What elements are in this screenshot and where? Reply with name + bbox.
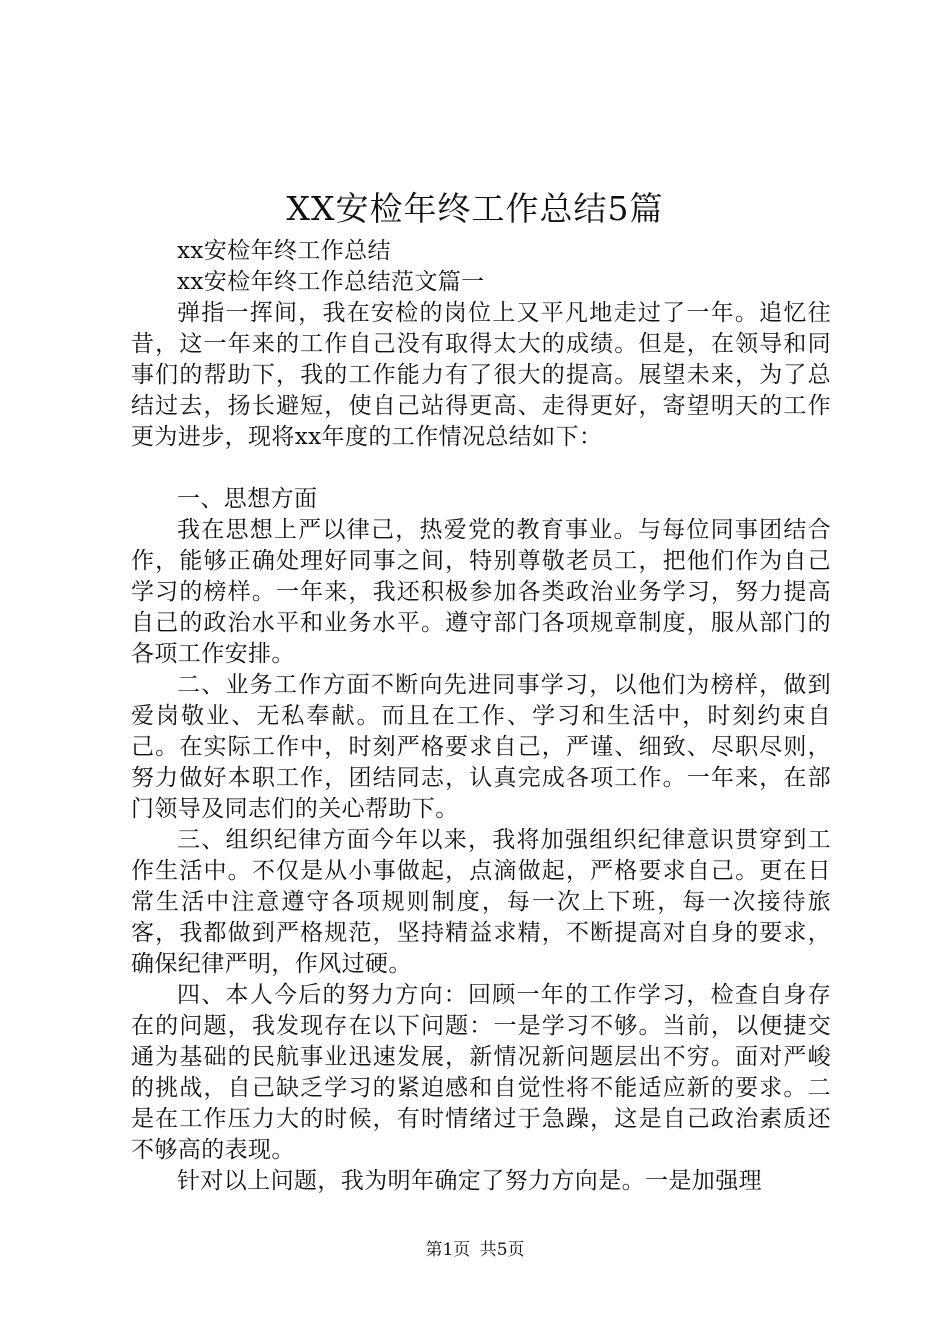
page-footer [0,1238,950,1262]
page-number: 第1页 [425,1240,471,1260]
section-heading: 一、思想方面 [177,486,318,512]
subtitle-line: xx安检年终工作总结范文篇一 [177,269,485,295]
body-paragraph: 针对以上问题，我为明年确定了努力方向是。一是加强理 [177,1168,762,1194]
body-paragraph: 二、业务工作方面不断向先进同事学习，以他们为榜样，做到爱岗敬业、无私奉献。而且在工作、学习和生活中，时刻约束自己。在实际工作中，时刻严格要求自己，严谨、细致、尽职尽则，努力做好本职工作，团结同志，认真完成各项工作。一年来，在部门领导及同志们的关心帮助下。 [131,672,831,822]
body-paragraph: 三、组织纪律方面今年以来，我将加强组织纪律意识贯穿到工作生活中。不仅是从小事做起，点滴做起，严格要求自己。更在日常生活中注意遵守各项规则制度，每一次上下班，每一次接待旅客，我都做到严格规范，坚持精益求精，不断提高对自身的要求，确保纪律严明，作风过硬。 [131,827,831,977]
body-paragraph: 四、本人今后的努力方向：回顾一年的工作学习，检查自身存在的问题，我发现存在以下问题：一是学习不够。当前，以便捷交通为基础的民航事业迅速发展，新情况新问题层出不穷。面对严峻的挑战，自己缺乏学习的紧迫感和自觉性将不能适应新的要求。二是在工作压力大的时候，有时情绪过于急躁，这是自己政治素质还不够高的表现。 [131,982,831,1163]
blank-line [131,453,831,484]
page-total: 共5页 [479,1240,525,1260]
body-paragraph: 弹指一挥间，我在安检的岗位上又平凡地走过了一年。追忆往昔，这一年来的工作自己没有取得太大的成绩。但是，在领导和同事们的帮助下，我的工作能力有了很大的提高。展望未来，为了总结过去，扬长避短，使自己站得更高、走得更好，寄望明天的工作更为进步，现将xx年度的工作情况总结如下： [131,300,831,450]
document-title: XX安检年终工作总结5篇 [286,189,664,228]
body-paragraph: 我在思想上严以律己，热爱党的教育事业。与每位同事团结合作，能够正确处理好同事之间，特别尊敬老员工，把他们作为自己学习的榜样。一年来，我还积极参加各类政治业务学习，努力提高自己的政治水平和业务水平。遵守部门各项规章制度，服从部门的各项工作安排。 [131,517,831,667]
document-body [131,236,831,1197]
subtitle-line: xx安检年终工作总结 [177,238,391,264]
